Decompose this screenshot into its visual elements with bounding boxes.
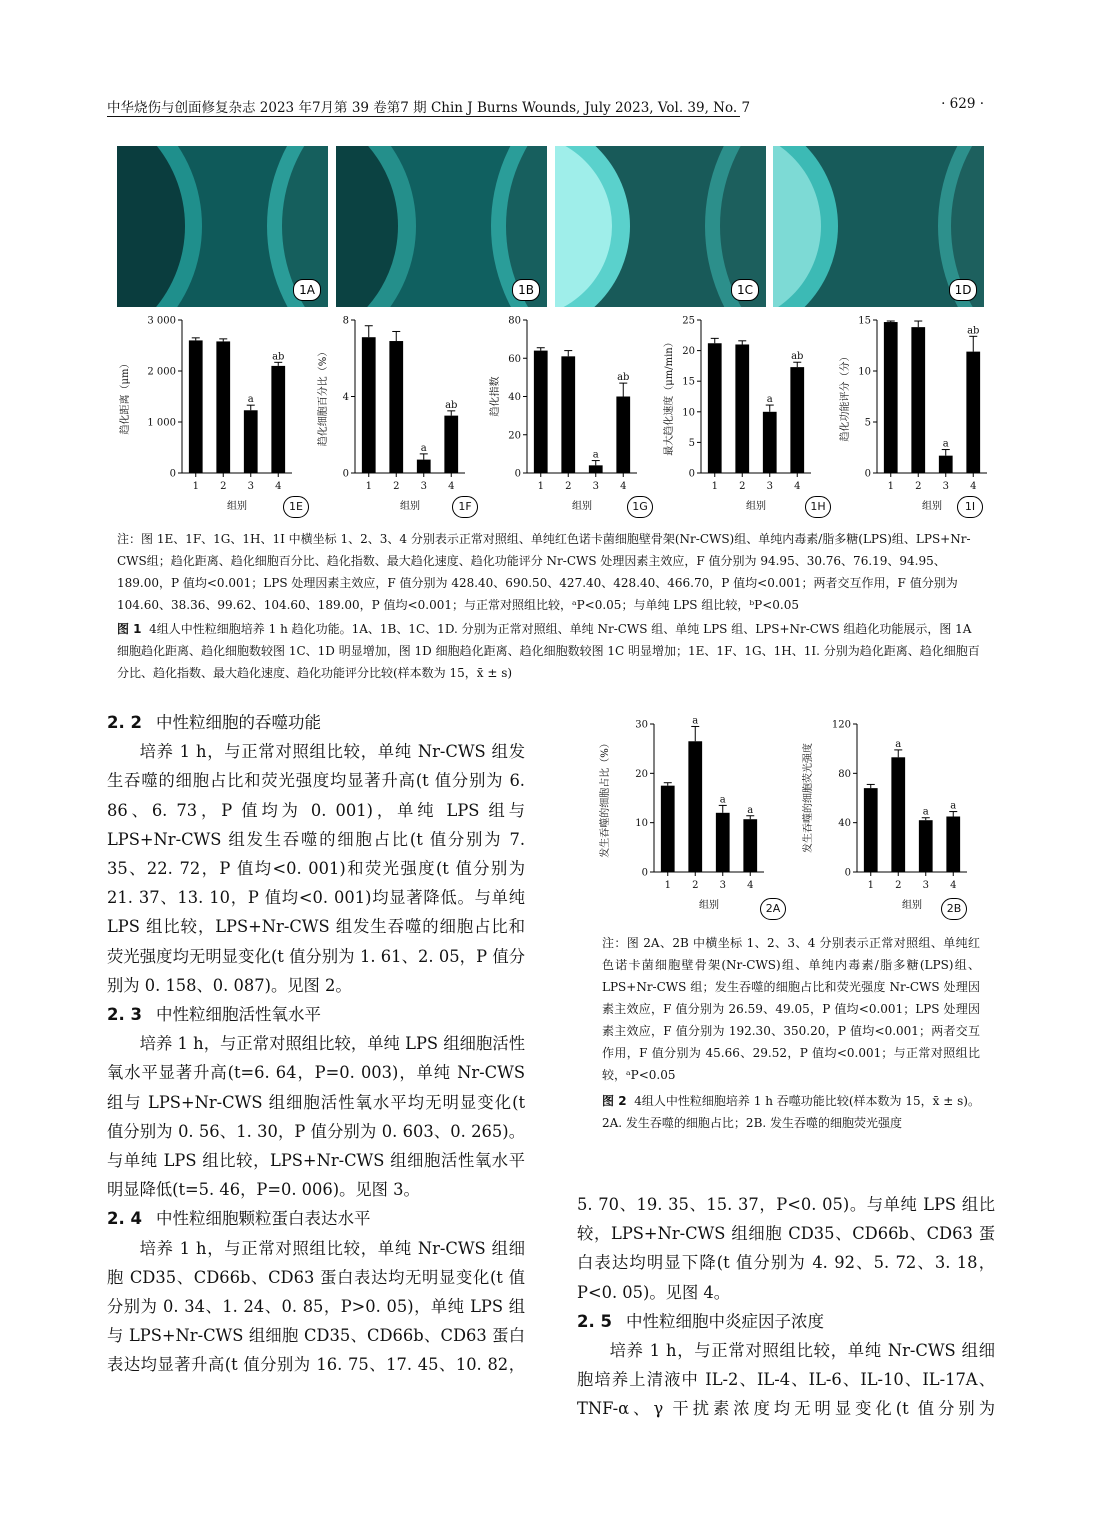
figure-2-notes [602,932,980,1134]
header-rule [107,116,740,117]
y-tick-label: 5 [688,437,695,449]
section-2-3-body: 培养 1 h，与正常对照组比较，单纯 LPS 组细胞活性氧水平显著升高(t=6. 64，P=0. 003)，单纯 Nr-CWS 组与 LPS+Nr-CWS 组细胞活性氧水平均无明显变化(t 值分别为 0. 56、1. 30，P 值分别为 0. 603、0. 265)。与单纯 LPS 组比较，LPS+Nr-CWS 组细胞活性氧水平明显降低(t=5. 46，P=0. 006)。见图 3。 [107,1034,525,1200]
x-tick-label: 3 [592,481,599,492]
chart-badge: 2B [941,898,967,920]
significance-mark: a [895,738,902,750]
y-axis-label: 趋化距离（μm） [120,358,131,435]
x-tick-label: 4 [794,481,801,492]
chart-2b [795,712,985,912]
significance-mark: a [747,804,754,816]
chart-1f [310,308,490,518]
x-axis-label: 组别 [572,501,592,512]
y-tick-label: 40 [508,392,521,403]
y-tick-label: 80 [508,315,521,327]
x-axis-label: 组别 [902,900,922,911]
x-tick-label: 3 [247,481,254,492]
bar [891,757,905,872]
significance-mark: ab [967,325,980,337]
y-axis-label: 趋化功能评分（分） [840,351,851,442]
bar [534,351,548,473]
bar [708,343,722,473]
y-tick-label: 15 [858,315,871,327]
x-tick-label: 2 [895,880,902,891]
y-tick-label: 2 000 [147,366,176,378]
running-header-left: 中华烧伤与创面修复杂志 2023 年7月第 39 卷第7 期 Chin J Burns Wounds, July 2023, Vol. 39, No. 7 [107,100,751,116]
x-tick-label: 3 [766,481,773,492]
section-2-4-body: 培养 1 h，与正常对照组比较，单纯 Nr-CWS 组细胞 CD35、CD66b、CD63 蛋白表达均无明显变化(t 值分别为 0. 34、1. 24、0. 85，P>0. 05)，单纯 LPS 组与 LPS+Nr-CWS 组细胞 CD35、CD66b、CD63 蛋白表达均显著升高(t 值分别为 16. 75、17. 45、10. 82， [107,1238,525,1375]
section-2-3-heading: 2. 3 中性粒细胞活性氧水平 [107,1005,321,1025]
significance-mark: a [692,715,699,727]
significance-mark: a [719,794,726,806]
section-2-2-heading: 2. 2 中性粒细胞的吞噬功能 [107,713,321,732]
y-tick-label: 80 [838,768,851,780]
right-column [577,1190,995,1424]
y-tick-label: 0 [864,468,871,480]
y-tick-label: 20 [635,768,648,780]
significance-mark: a [247,394,254,406]
chart-badge: 1E [283,496,309,518]
y-axis-label: 发生吞噬的细胞荧光强度 [803,743,814,853]
section-2-5-body: 培养 1 h，与正常对照组比较，单纯 Nr-CWS 组细胞培养上清液中 IL-2、IL-4、IL-6、IL-10、IL-17A、TNF-α、γ 干扰素浓度均无明显变化(t 值分别为 [577,1341,995,1419]
x-tick-label: 2 [915,481,922,492]
x-tick-label: 4 [950,880,957,891]
x-tick-label: 4 [970,481,977,492]
x-tick-label: 2 [692,880,699,891]
x-tick-label: 1 [537,481,544,492]
x-tick-label: 1 [711,481,718,492]
x-tick-label: 2 [739,481,746,492]
photo-label: 1A [293,279,321,301]
significance-mark: a [942,438,949,450]
figure-1-caption: 图 1 4组人中性粒细胞培养 1 h 趋化功能。1A、1B、1C、1D. 分别为正常对照组、单纯 Nr-CWS 组、单纯 LPS 组、LPS+Nr-CWS 组趋化功能展示，图 1A 细胞趋化距离、趋化细胞数较图 1C、1D 明显增加，图 1D 细胞趋化距离、趋化细胞数较图 1C 明显增加；1E、1F、1G、1H、1I. 分别为趋化距离、趋化细胞百分比、趋化指数、最大趋化速度、趋化功能评分比较(样本数为 15，x̄ ± s) [117,622,980,680]
x-tick-label: 4 [275,481,282,492]
y-tick-label: 10 [858,366,871,378]
significance-mark: a [950,800,957,812]
bar [362,337,376,473]
y-tick-label: 20 [682,346,695,358]
photo-label: 1C [731,279,759,301]
y-tick-label: 25 [682,315,695,327]
significance-mark: a [922,806,929,818]
section-2-2-body: 培养 1 h，与正常对照组比较，单纯 Nr-CWS 组发生吞噬的细胞占比和荧光强度均显著升高(t 值分别为 6. 86、6. 73，P 值均为 0. 001)，单纯 LPS 组与 LPS+Nr-CWS 组发生吞噬的细胞占比(t 值分别为 7. 35、22. 72，P 值均<0. 001)和荧光强度(t 值分别为 21. 37、13. 10，P 值均<0. 001)均显著降低。与单纯 LPS 组比较，LPS+Nr-CWS 组发生吞噬的细胞占比和荧光强度均无明显变化(t 值分别为 1. 61、2. 05，P 值分别为 0. 158、0. 087)。见图 2。 [107,742,525,995]
bar [661,786,675,872]
figure-2-caption: 图 2 4组人中性粒细胞培养 1 h 吞噬功能比较(样本数为 15，x̄ ± s)。2A. 发生吞噬的细胞占比；2B. 发生吞噬的细胞荧光强度 [602,1094,980,1130]
bar [271,366,285,473]
chart-2a [592,712,782,912]
bar [716,813,730,872]
x-tick-label: 4 [747,880,754,891]
x-tick-label: 2 [565,481,572,492]
photo-1d [773,146,984,307]
x-tick-label: 1 [664,880,671,891]
significance-mark: ab [791,351,804,363]
bar [688,741,702,872]
bar [919,820,933,872]
y-tick-label: 10 [635,818,648,830]
significance-mark: a [766,394,773,406]
chart-badge: 2A [760,898,786,920]
photo-1a [117,146,328,307]
chart-badge: 1F [452,496,478,518]
y-tick-label: 0 [342,468,349,480]
chart-1e [110,308,330,518]
figure-1-note: 注：图 1E、1F、1G、1H、1I 中横坐标 1、2、3、4 分别表示正常对照组、单纯红色诺卡菌细胞壁骨架(Nr-CWS)组、单纯内毒素/脂多糖(LPS)组、LPS+Nr-CWS组；趋化距离、趋化细胞百分比、趋化指数、最大趋化速度、趋化功能评分 Nr-CWS 处理因素主效应，F 值分别为 94.95、30.76、76.19、94.95、189.00，P 值均<0.001；LPS 处理因素主效应，F 值分别为 428.40、690.50、427.40、428.40、466.70，P 值均<0.001；两者交互作用，F 值分别为 104.60、38.36、99.62、104.60、189.00，P 值均<0.001；与正常对照组比较，ᵃP<0.05；与单纯 LPS 组比较，ᵇP<0.05 [117,532,971,612]
x-tick-label: 1 [867,880,874,891]
y-tick-label: 15 [682,376,695,388]
chart-1h [656,308,836,518]
photo-label: 1D [949,279,977,301]
significance-mark: ab [272,351,285,363]
significance-mark: a [592,449,599,461]
x-axis-label: 组别 [400,501,420,512]
y-tick-label: 10 [682,407,695,419]
photo-1c [555,146,766,307]
bar [763,412,777,473]
bar [946,817,960,873]
section-2-4-continued: 5. 70、19. 35、15. 37，P<0. 05)。与单纯 LPS 组比较，LPS+Nr-CWS 组细胞 CD35、CD66b、CD63 蛋白表达均明显下降(t 值分别为 4. 92、5. 72、3. 18，P<0. 05)。见图 4。 [577,1195,995,1302]
bar [444,416,458,473]
figure-1-notes [117,528,987,684]
chart-badge: 1G [627,496,653,518]
x-axis-label: 组别 [227,501,247,512]
significance-mark: a [420,442,427,454]
bar [561,356,575,473]
y-tick-label: 5 [864,417,871,429]
y-tick-label: 8 [342,315,349,327]
x-tick-label: 2 [393,481,400,492]
x-tick-label: 4 [448,481,455,492]
x-tick-label: 1 [887,481,894,492]
bar [616,397,630,474]
y-tick-label: 3 000 [147,315,176,327]
bar [966,352,980,473]
y-axis-label: 趋化细胞百分比（%） [318,346,329,447]
y-axis-label: 趋化指数 [490,376,501,417]
bar [911,327,925,473]
y-tick-label: 40 [838,818,851,830]
y-tick-label: 0 [514,468,521,480]
significance-mark: ab [617,372,630,384]
chart-badge: 1I [957,496,983,518]
x-tick-label: 3 [922,880,929,891]
y-tick-label: 0 [169,468,176,480]
chart-badge: 1H [805,496,831,518]
y-tick-label: 30 [635,719,648,731]
chart-1i [832,308,992,518]
figure-2-note: 注：图 2A、2B 中横坐标 1、2、3、4 分别表示正常对照组、单纯红色诺卡菌细胞壁骨架(Nr-CWS)组、单纯内毒素/脂多糖(LPS)组、LPS+Nr-CWS 组；发生吞噬的细胞占比和荧光强度 Nr-CWS 处理因素主效应，F 值分别为 26.59、49.05，P 值均<0.001；LPS 处理因素主效应，F 值分别为 192.30、350.20，P 值均<0.001；两者交互作用，F 值分别为 45.66、29.52，P 值均<0.001；与正常对照组比较，ᵃP<0.05 [602,936,980,1082]
x-tick-label: 3 [420,481,427,492]
bar [589,465,603,473]
y-tick-label: 0 [688,468,695,480]
y-tick-label: 120 [831,719,851,731]
y-tick-label: 20 [508,430,521,442]
y-tick-label: 1 000 [147,417,176,429]
y-axis-label: 最大趋化速度（μm/min） [664,337,675,456]
bar [216,341,230,473]
x-tick-label: 3 [942,481,949,492]
x-tick-label: 3 [719,880,726,891]
bar [864,788,878,872]
bar [189,340,203,473]
y-tick-label: 0 [641,867,648,879]
x-axis-label: 组别 [746,501,766,512]
x-tick-label: 1 [192,481,199,492]
y-tick-label: 60 [508,353,521,365]
section-2-5-heading: 2. 5 中性粒细胞中炎症因子浓度 [577,1311,824,1331]
left-column [107,708,525,1380]
photo-label: 1B [512,279,540,301]
bar [735,344,749,473]
y-tick-label: 4 [342,392,349,403]
bar [389,341,403,473]
x-axis-label: 组别 [699,900,719,911]
y-tick-label: 0 [844,867,851,879]
photo-1b [336,146,547,307]
bar [244,410,258,473]
bar [939,456,953,473]
x-tick-label: 4 [620,481,627,492]
significance-mark: ab [445,399,458,411]
page-number: · 629 · [941,96,984,112]
x-axis-label: 组别 [922,501,942,512]
bar [743,819,757,872]
bar [790,367,804,473]
bar [417,460,431,473]
chart-1g [482,308,662,518]
section-2-4-heading: 2. 4 中性粒细胞颗粒蛋白表达水平 [107,1209,371,1229]
x-tick-label: 2 [220,481,227,492]
y-axis-label: 发生吞噬的细胞占比（%） [600,738,611,858]
bar [884,322,898,473]
x-tick-label: 1 [365,481,372,492]
